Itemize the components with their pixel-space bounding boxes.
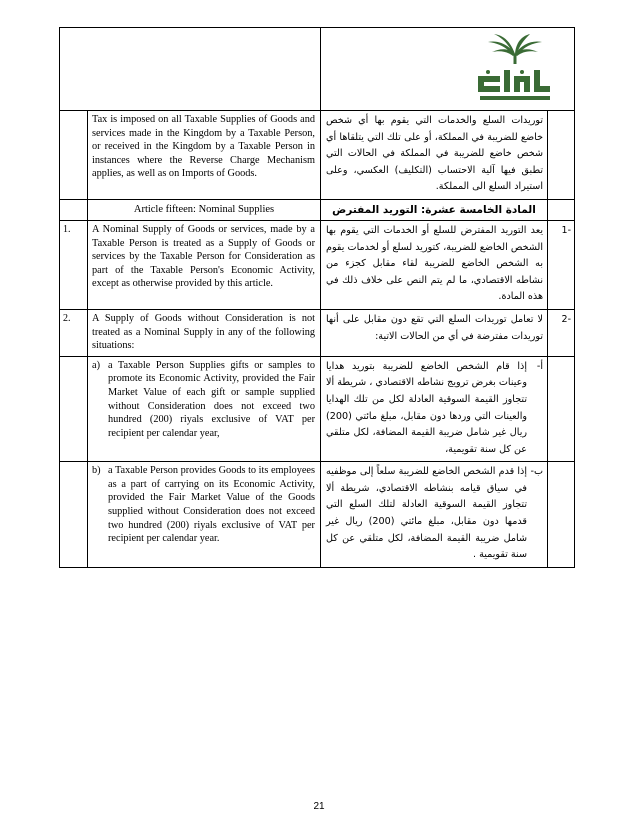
document-table <box>59 27 575 568</box>
clause-number-ar: -2 <box>561 313 571 325</box>
subitem-en <box>88 462 320 549</box>
clause-row <box>60 309 575 356</box>
clause-text-ar: يعد التوريد المفترض للسلع أو الخدمات التي يقوم بها الشخص الخاضع للضريبة، كتوريد لسلع أو لخدمات يقوم به الشخص الخاضع للضريبة لقاء مقابل كجزء من نشاطه الاقتصادي، ما لم يتم النص على خلاف ذلك في هذه المادة. <box>326 224 543 303</box>
article-title-ar: المادة الخامسة عشرة: التوريد المفترض <box>332 203 536 216</box>
intro-num-cell <box>60 111 88 200</box>
intro-anum-cell <box>548 111 575 200</box>
clause-text-en: A Nominal Supply of Goods or services, made by a Taxable Person is treated as a Supply of Goods or services by the Taxable Person for Consideration as part of the Taxable Person's Economic Activity, except as otherwise provided by this article. <box>92 223 315 290</box>
intro-row <box>60 111 575 200</box>
intro-text-en: Tax is imposed on all Taxable Supplies of Goods and services made in the Kingdom by a Taxable Person, or received in the Kingdom by a Taxable Person in instances where the Reverse Charge Mechanism applies, as well as on Imports of Goods. <box>92 114 315 180</box>
subitem-ar <box>321 357 547 462</box>
clause-text-en: A Supply of Goods without Consideration is not treated as a Nominal Supply in any of the following situations: <box>92 312 315 352</box>
subitem-text-ar: إذا قام الشخص الخاضع للضريبة بتوريد هدايا وعينات بغرض ترويج نشاطه الاقتصادي ، شريطة ألا تتجاوز القيمة السوقية العادلة لكل من تلك الهدايا والعينات التي وردها دون مقابل، مبلغ مائتي (200) ريال غير شامل ضريبة القيمة المضافة، لكل متلقي عن كل سنة تقويمية، <box>326 360 527 455</box>
subitem-label-en: b) <box>92 465 101 477</box>
subitem-label-en: a) <box>92 359 100 371</box>
header-empty-cell <box>60 28 321 111</box>
intro-text-ar: توريدات السلع والخدمات التي يقوم بها أي شخص خاضع للضريبة في المملكة، أو على تلك التي يتلقاها أي شخص خاضع للضريبة في المملكة في الحالات التي تطبق فيها آلية الاحتساب (التكليف) العكسي، وعلى استيراد السلع الى المملكة. <box>326 115 543 193</box>
subitem-en <box>88 357 320 444</box>
clause-number-ar: -1 <box>561 224 571 236</box>
subitem-text-en: a Taxable Person provides Goods to its employees as a part of carrying on its Economic Activity, provided the Fair Market Value of the Goods supplied without Consideration does not exceed two hundred (200) riyals exclusive of VAT per recipient per calendar year. <box>108 465 315 545</box>
subitem-ar <box>321 462 547 567</box>
header-logo-cell <box>321 28 575 111</box>
clause-number-en: 1. <box>63 223 71 235</box>
clause-row <box>60 220 575 309</box>
subitem-row <box>60 462 575 568</box>
subitem-text-en: a Taxable Person Supplies gifts or samples to promote its Economic Activity, provided the Fair Market Value of each gift or sample supplied without Consideration does not exceed two hundred (200) riyals exclusive of VAT per recipient per calendar year, <box>108 359 315 439</box>
clause-number-en: 2. <box>63 312 71 324</box>
subitem-row <box>60 356 575 462</box>
zakat-authority-logo <box>470 34 560 104</box>
article-title-en: Article fifteen: Nominal Supplies <box>133 203 275 215</box>
clause-text-ar: لا تعامل توريدات السلع التي تقع دون مقابل على أنها توريدات مفترضة في أي من الحالات الاتية: <box>326 313 543 342</box>
subitem-text-ar: إذا قدم الشخص الخاضع للضريبة سلعاً إلى موظفيه في سياق قيامه بنشاطه الاقتصادي، شريطة ألا تتجاوز القيمة السوقية العادلة لتلك السلع التي قدمها دون مقابل، مبلغ مائتي (200) ريال غير شامل ضريبة القيمة المضافة، لكل متلقي عن كل سنة تقويمية . <box>326 466 527 561</box>
subitem-label-ar: ب- <box>530 466 543 478</box>
article-heading-row <box>60 199 575 220</box>
header-row <box>60 28 575 111</box>
subitem-label-ar: أ- <box>536 360 543 372</box>
page-number: 21 <box>313 801 325 812</box>
